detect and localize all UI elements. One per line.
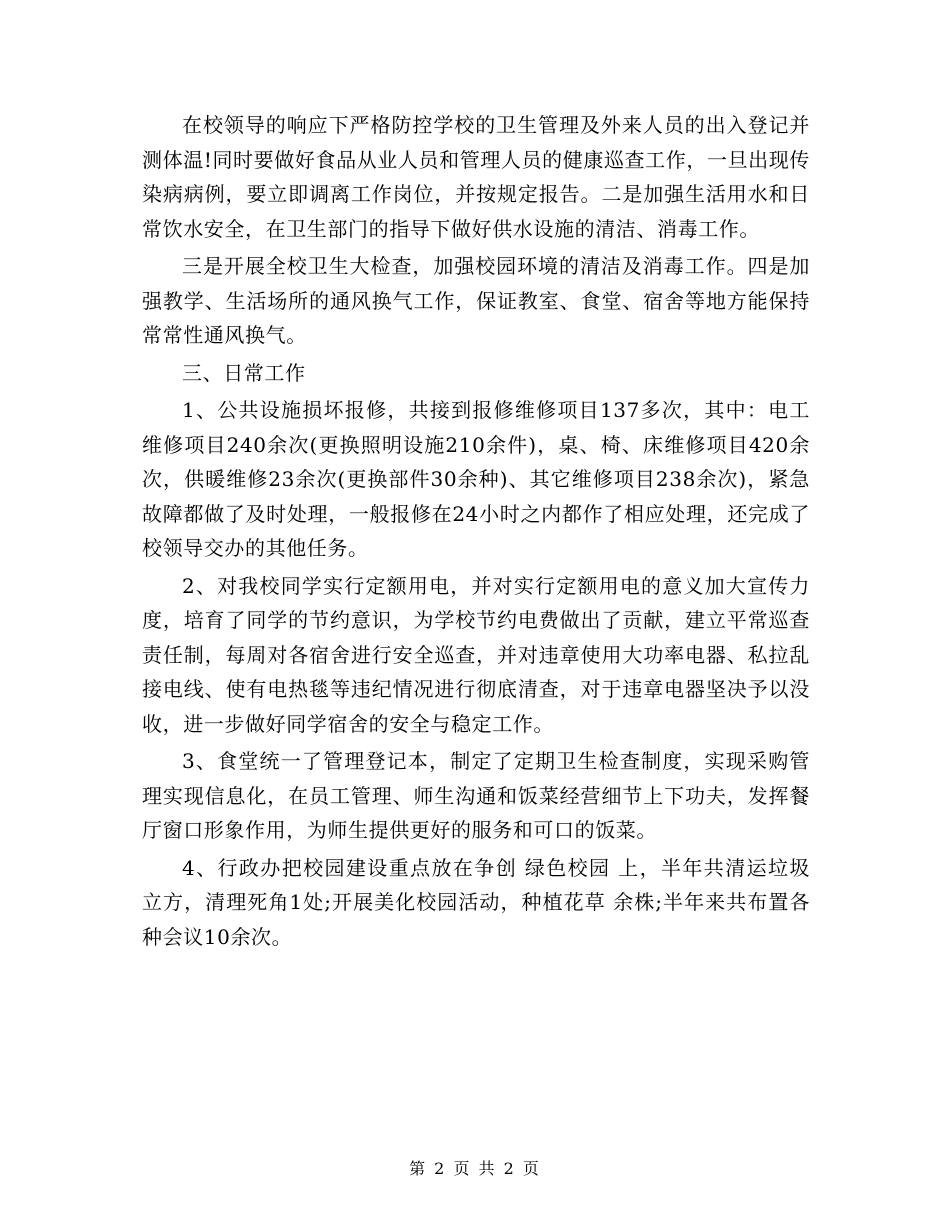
section-heading: 三、日常工作 (182, 360, 306, 385)
paragraph-1: 在校领导的响应下严格防控学校的卫生管理及外来人员的出入登记并测体温!同时要做好食品从业人员和管理人员的健康巡查工作，一旦出现传染病病例，要立即调离工作岗位，并按规定报告。二是加强生活用水和日常饮水安全，在卫生部门的指导下做好供水设施的清洁、消毒工作。 (142, 113, 810, 241)
paragraph-item-3: 3、食堂统一了管理登记本，制定了定期卫生检查制度，实现采购管理实现信息化，在员工管理、师生沟通和饭菜经营细节上下功夫，发挥餐厅窗口形象作用，为师生提供更好的服务和可口的饭菜。 (142, 749, 810, 842)
paragraph-item-4: 4、行政办把校园建设重点放在争创 绿色校园 上，半年共清运垃圾 立方，清理死角1处;开展美化校园活动，种植花草 余株;半年来共布置各种会议10余次。 (142, 855, 810, 949)
paragraph-2: 三是开展全校卫生大检查，加强校园环境的清洁及消毒工作。四是加强教学、生活场所的通风换气工作，保证教室、食堂、宿舍等地方能保持常常性通风换气。 (142, 254, 810, 347)
document-body (142, 108, 810, 957)
paragraph-item-1: 1、公共设施损坏报修，共接到报修维修项目137多次，其中：电工维修项目240余次(更换照明设施210余件)，桌、椅、床维修项目420余次，供暖维修23余次(更换部件30余种)、其它维修项目238余次)，紧急故障都做了及时处理，一般报修在24小时之内都作了相应处理，还完成了校领导交办的其他任务。 (142, 398, 810, 560)
page-footer: 第 2 页 共 2 页 (409, 1159, 541, 1178)
paragraph-item-2: 2、对我校同学实行定额用电，并对实行定额用电的意义加大宣传力度，培育了同学的节约意识，为学校节约电费做出了贡献，建立平常巡查责任制，每周对各宿舍进行安全巡查，并对违章使用大功率电器、私拉乱接电线、使有电热毯等违纪情况进行彻底清查，对于违章电器坚决予以没收，进一步做好同学宿舍的安全与稳定工作。 (142, 573, 810, 736)
